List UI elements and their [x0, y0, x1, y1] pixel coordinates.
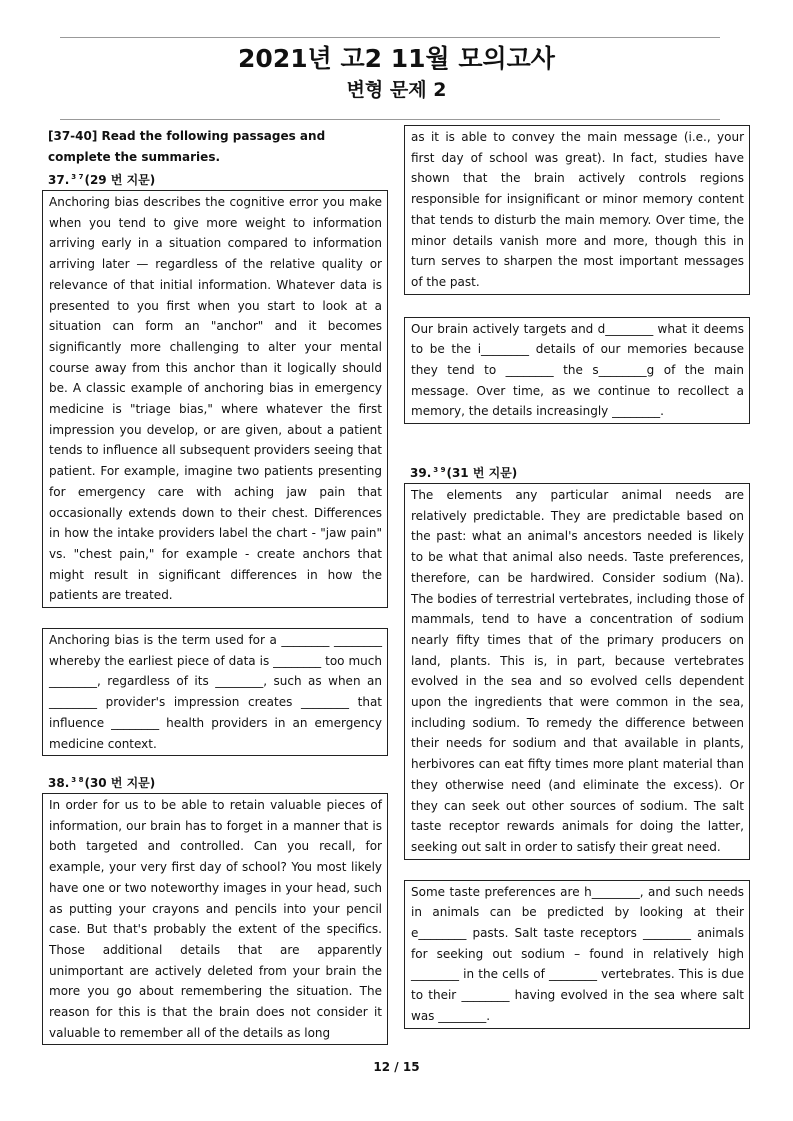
page-title: 2021년 고2 11월 모의고사: [238, 44, 555, 73]
q38-summary-text: Our brain actively targets and d________ what it deems to be the i________ details of our memories because they tend to ________ the s________g of the main message. Over time, as we continue to recollect a memory, the details increasingly ________.: [411, 321, 744, 419]
q38-source: (30 번 지문): [84, 776, 156, 790]
q38-passage-part1: [42, 793, 388, 1045]
page-number: 12 / 15: [373, 1060, 420, 1074]
q39-right: [404, 460, 750, 1029]
q38-number: 38.: [48, 776, 70, 790]
q37-passage-text: Anchoring bias describes the cognitive error you make when you tend to give more weight to information arriving early in a situation compared to information arriving later — regardless of the relative quality or relevance of that initial information. Whatever data is presented to you first when you start to look at a situation can form an "anchor" and it becomes significantly more challenging to alter your mental course away from this anchor than it logically should be. A classic example of anchoring bias in emergency medicine is "triage bias," where whatever the first impression you develop, or are given, about a patient tends to influence all subsequent providers seeing that patient. For example, imagine two patients presenting for emergency care with aching jaw pain that occasionally extends down to their chest. Differences in how the intake providers label the chart - "jaw pain" vs. "chest pain," for example - create anchors that might result in significant differences in how the patients are treated.: [49, 195, 382, 603]
q38-summary: [404, 317, 750, 425]
q38-label: [42, 770, 388, 793]
q39-number: 39.: [410, 466, 432, 480]
q38-passage-part2: [404, 125, 750, 295]
q39-passage-text: The elements any particular animal needs are relatively predictable. They are predictable based on the past: what an animal's ancestors needed is likely to be what that animal also needs. Taste preferences, therefore, can be hardwired. Consider sodium (Na). The bodies of terrestrial vertebrates, including those of mammals, tend to have a concentration of sodium nearly fifty times that of the primary producers on land, plants. This is, in part, because vertebrates evolved in the sea and so evolved cells dependent upon the ingredients that were common in the sea, including sodium. To remedy the difference between their needs for sodium and that available in plants, herbivores can eat fifty times more plant material than they otherwise need (and eliminate the excess). Or they can seek out other sources of sodium. The salt taste receptor rewards animals for doing the latter, seeking out salt in order to satisfy their great need.: [411, 488, 744, 854]
q37-summary-text: Anchoring bias is the term used for a ________ ________ whereby the earliest piece of data is ________ too much ________, regardless of its ________, such as when an ________ provider's impression creates ________ that influence ________ health providers in an emergency medicine context.: [49, 633, 382, 751]
header-rule: [60, 119, 720, 120]
q37-source: (29 번 지문): [84, 173, 156, 187]
q38-sup: 3 8: [71, 776, 84, 784]
q38-passage-part2-text: as it is able to convey the main message (i.e., your first day of school was great). In fact, studies have shown that the brain actively controls regions responsible for insignificant or minor memory content that tends to disturb the main memory. Over time, the minor details vanish more and more, though this in turn serves to sharpen the most important messages of the past.: [411, 130, 744, 289]
q37-sup: 3 7: [71, 173, 84, 181]
top-rule: [60, 37, 720, 38]
q39-source: (31 번 지문): [446, 466, 518, 480]
q39-label: [404, 460, 750, 483]
q39-summary: [404, 880, 750, 1029]
q39-summary-text: Some taste preferences are h________, and such needs in animals can be predicted by looking at their e________ pasts. Salt taste receptors ________ animals for seeking out sodium – found in relatively high ________ in the cells of ________ vertebrates. This is due to their ________ having evolved in the sea where salt was ________.: [411, 884, 744, 1023]
q38-passage-part1-text: In order for us to be able to retain valuable pieces of information, our brain has to forget in a manner that is both targeted and controlled. Can you recall, for example, your very first day of school? You most likely have one or two noteworthy images in your head, such as putting your crayons and pencils into your pencil case. But that's probably the extent of the specifics. Those additional details that are apparently unimportant are actively deleted from your brain the more you go about remembering the situation. The reason for this is that the brain does not consider it valuable to remember all of the details as long: [49, 798, 382, 1040]
left-column: [42, 126, 388, 756]
q37-summary: [42, 628, 388, 756]
page-subtitle: 변형 문제 2: [346, 79, 447, 101]
q37-label: [42, 167, 388, 190]
q39-sup: 3 9: [433, 466, 446, 474]
right-column: [404, 125, 750, 424]
instructions: [37-40] Read the following passages and complete the summaries.: [48, 129, 326, 164]
q39-passage: [404, 483, 750, 860]
q38-left: [42, 770, 388, 1045]
q37-number: 37.: [48, 173, 70, 187]
q37-passage: [42, 190, 388, 608]
